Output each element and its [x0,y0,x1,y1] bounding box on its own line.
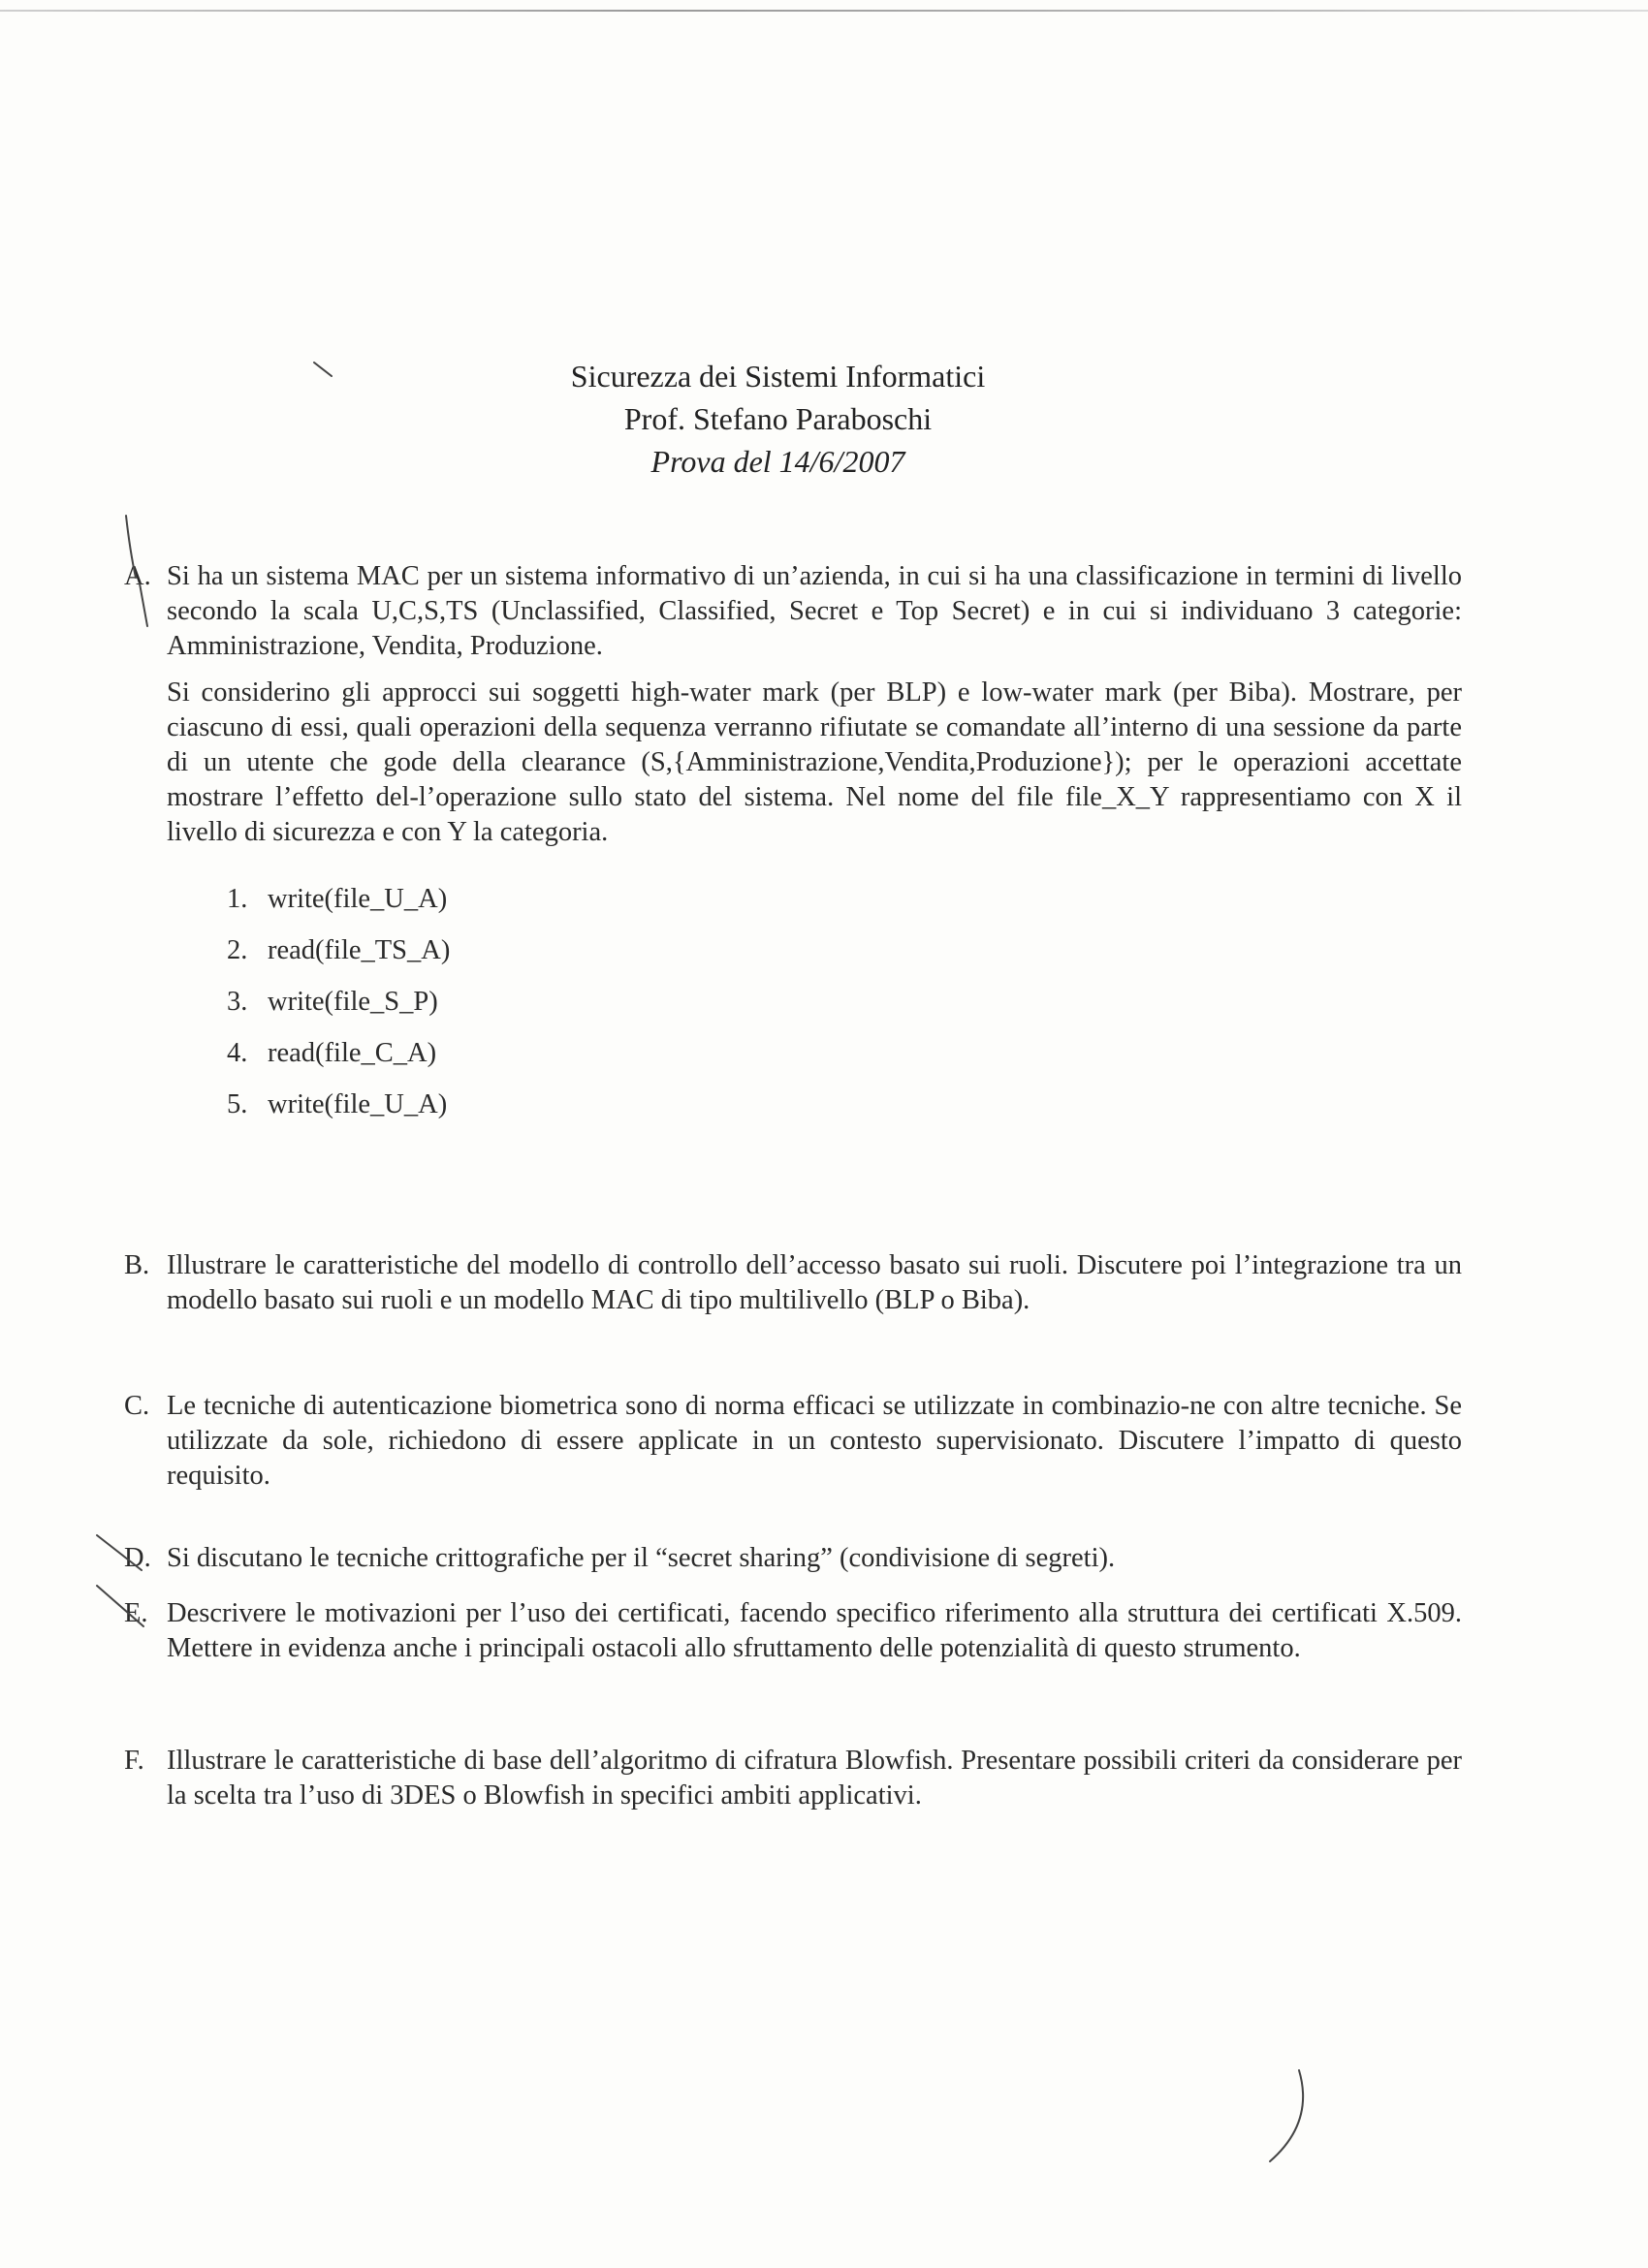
question-label: E. [124,1598,148,1628]
question-text: Si discutano le tecniche crittografiche per il “secret sharing” (condivisione di segreti). [167,1543,1116,1573]
operation-item: 1. write(file_U_A) [227,884,448,914]
operation-item: 5. write(file_U_A) [227,1089,448,1119]
operation-item: 4. read(file_C_A) [227,1038,437,1068]
question-d [124,1541,1462,1576]
pen-check-mark [93,1531,151,1574]
question-label: B. [124,1250,150,1280]
question-label: F. [124,1746,144,1776]
question-a [124,559,1462,1130]
question-a-intro: Si ha un sistema MAC per un sistema informativo di un’azienda, in cui si ha una classificazione in termini di livello secondo la scala U,C,S,TS (Unclassified, Classified, Secret e Top Secret) e in cui si individuano 3 categorie: Amministrazione, Vendita, Produzione. [167,561,1462,661]
operation-list [167,873,1462,1130]
question-text: Illustrare le caratteristiche del modello di controllo dell’accesso basato sui ruoli. Discutere poi l’integrazione tra un modello basato sui ruoli e un modello MAC di tipo multilivello (BLP o Biba). [167,1250,1462,1315]
question-label: C. [124,1391,150,1421]
pen-margin-mark [114,512,161,638]
pen-curve-mark [1260,2064,1318,2171]
question-text: Descrivere le motivazioni per l’uso dei certificati, facendo specifico riferimento alla struttura dei certificati X.509. Mettere in evidenza anche i principali ostacoli allo sfruttamento delle potenzialità di questo strumento. [167,1598,1462,1663]
question-text: Le tecniche di autenticazione biometrica sono di norma efficaci se utilizzate in combinazio-ne con altre tecniche. Se utilizzate da sole, richiedono di essere applicate in un contesto supervisionato. Discutere l’impatto di questo requisito. [167,1391,1462,1491]
question-a-task: Si considerino gli approcci sui soggetti high-water mark (per BLP) e low-water mark (per Biba). Mostrare, per ciascuno di essi, quali operazioni della sequenza verranno rifiutate se comandate all’interno di una sessione da parte di un utente che gode della clearance (S,{Amministrazione,Vendita,Produzione}); per le operazioni accettate mostrare l’effetto del-l’operazione sullo stato del sistema. Nel nome del file file_X_Y rappresentiamo con X il livello di sicurezza e con Y la categoria. [167,677,1462,847]
question-e [124,1596,1462,1666]
question-label: D. [124,1543,151,1573]
question-text: Illustrare le caratteristiche di base dell’algoritmo di cifratura Blowfish. Presentare possibili criteri da considerare per la scelta tra l’uso di 3DES o Blowfish in specifici ambiti applicativi. [167,1746,1462,1811]
professor-name: Prof. Stefano Paraboschi [623,401,933,436]
exam-header [0,355,1556,483]
question-c [124,1389,1462,1494]
pen-tick-mark [310,359,339,384]
operation-item: 2. read(file_TS_A) [227,935,451,965]
exam-date: Prova del 14/6/2007 [650,444,905,479]
course-title: Sicurezza dei Sistemi Informatici [570,359,986,394]
question-f [124,1744,1462,1813]
question-label: A. [124,561,151,591]
pen-check-mark [93,1582,151,1630]
question-b [124,1248,1462,1318]
operation-item: 3. write(file_S_P) [227,987,438,1017]
scan-top-edge [0,10,1648,12]
